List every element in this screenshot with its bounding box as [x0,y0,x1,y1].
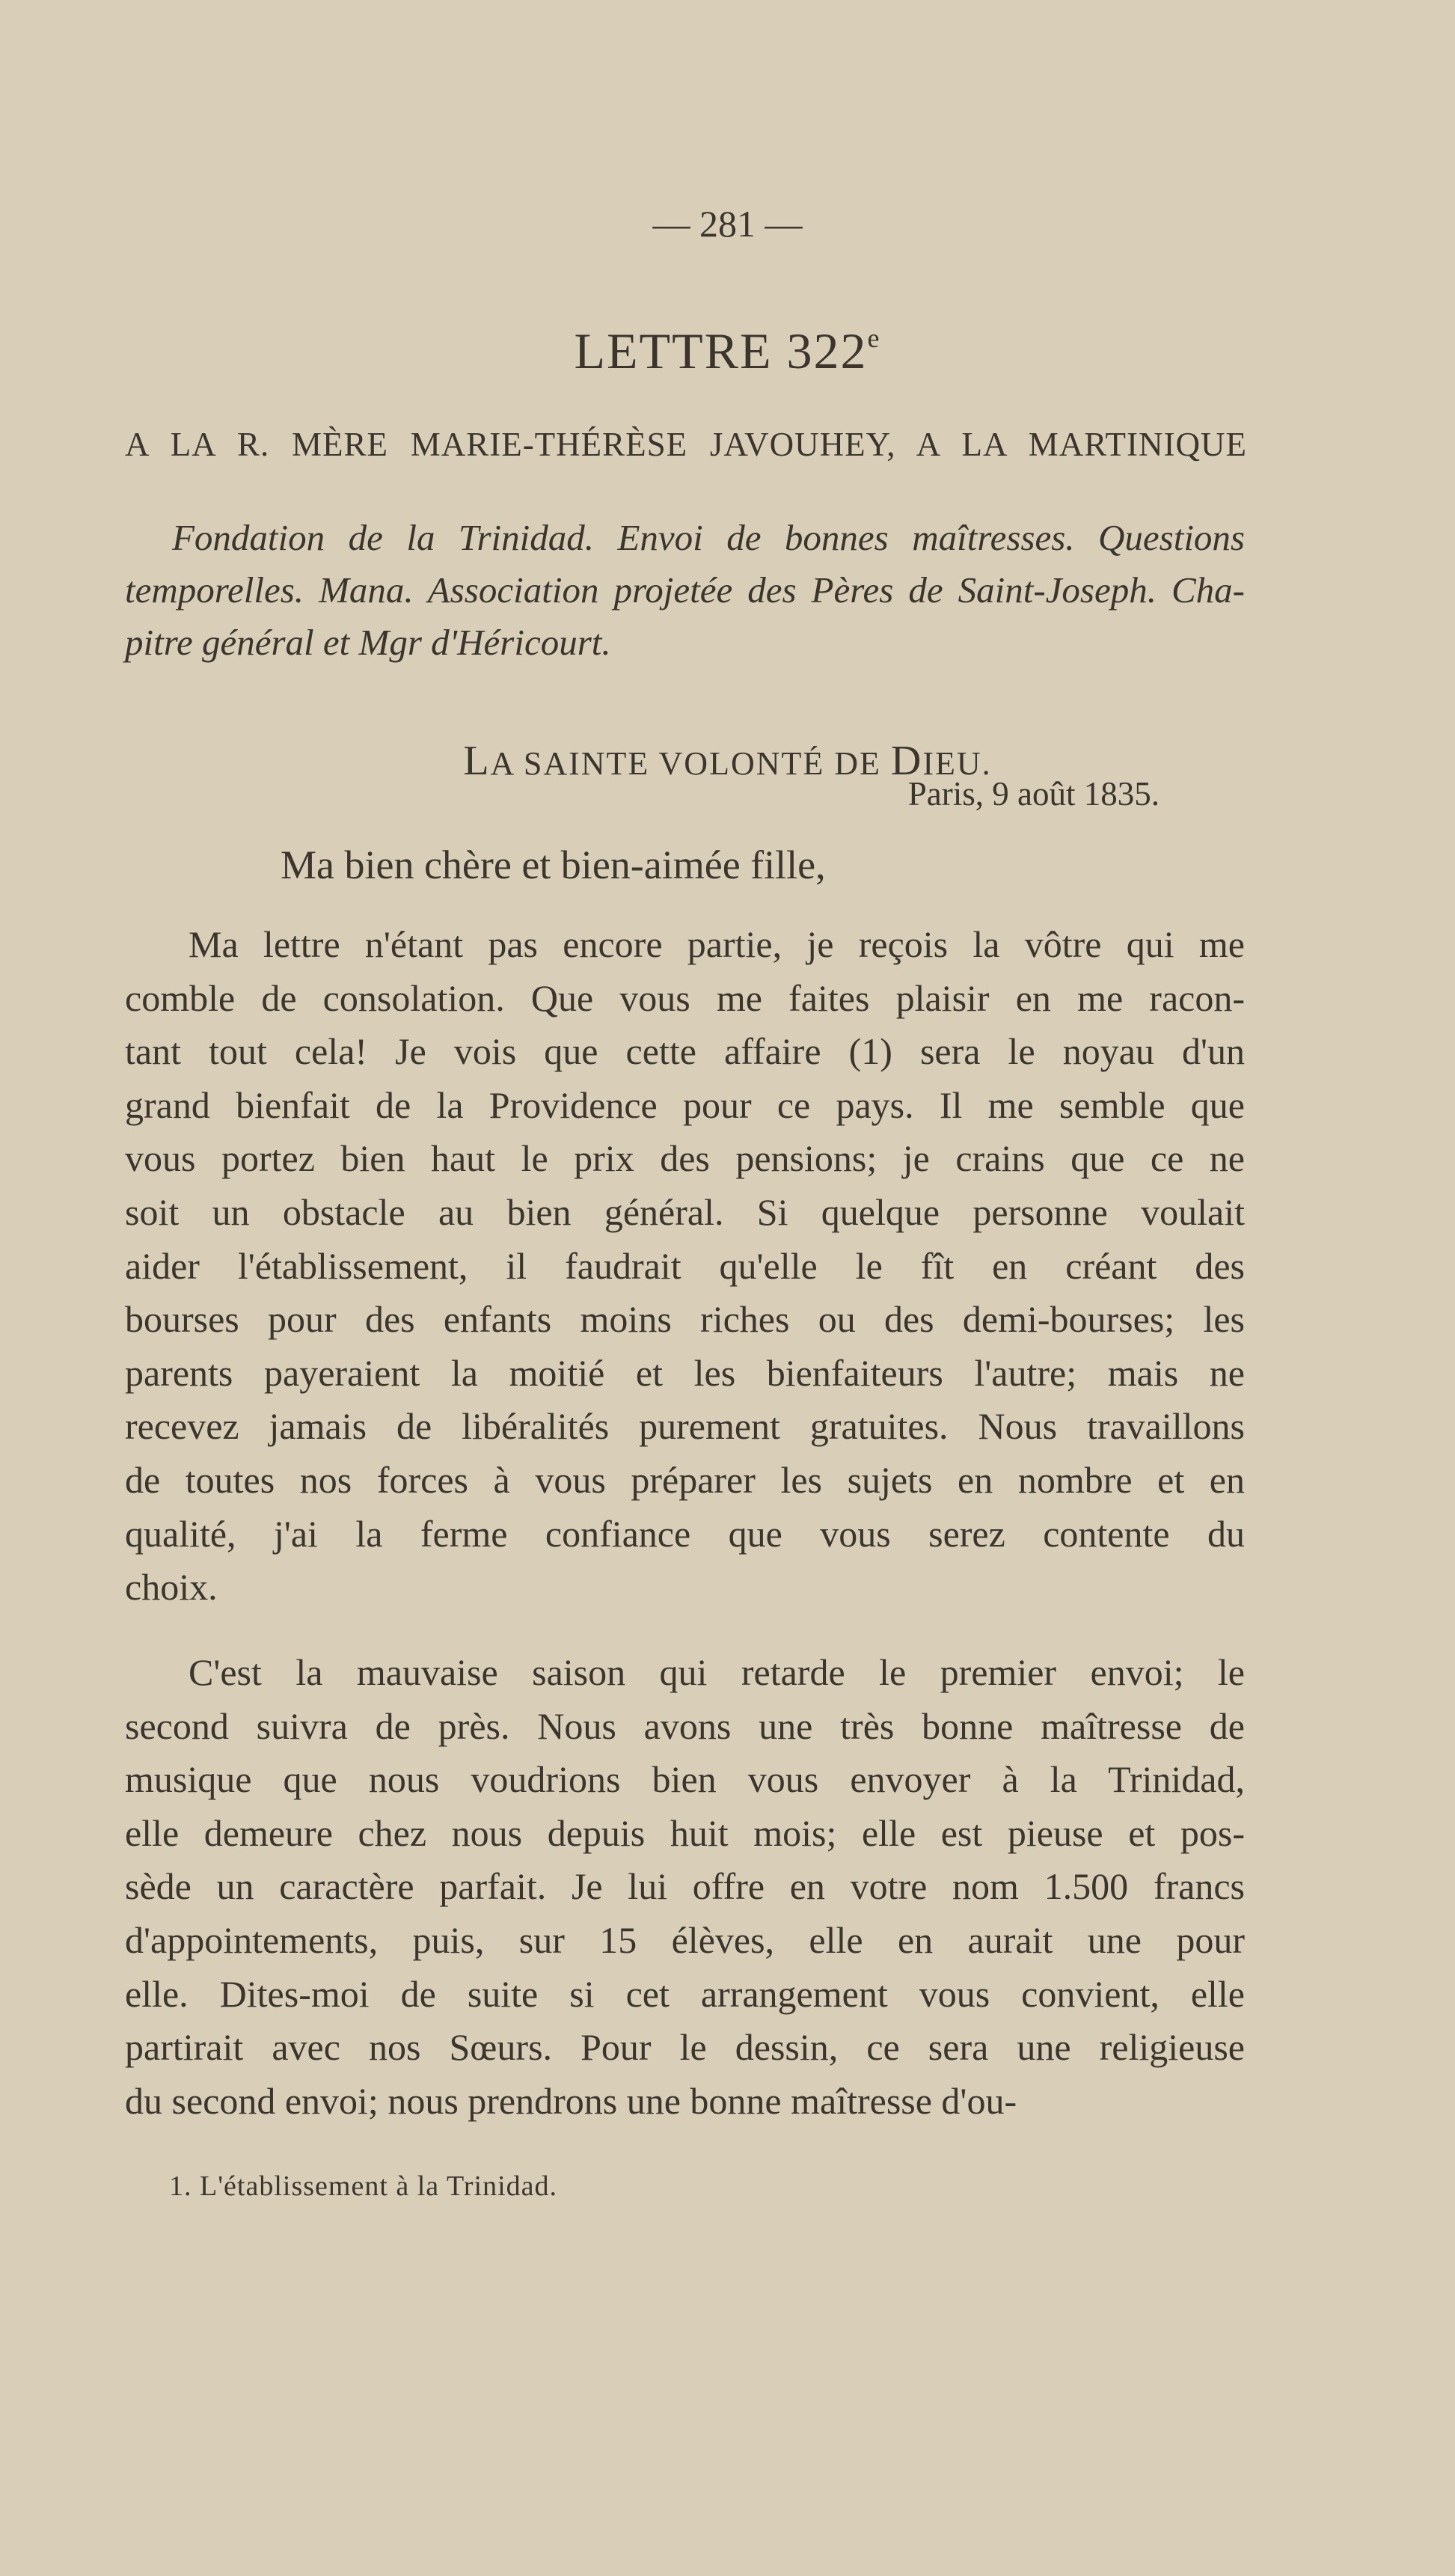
body-line: choix. [125,1566,218,1609]
body-line: elle demeure chez nous depuis huit mois; elle est pieuse et pos- [125,1811,1245,1854]
summary-line: Fondation de la Trinidad. Envoi de bonnes maîtresses. Questions [172,517,1245,558]
letter-title-main: LETTRE 322 [574,322,868,379]
body-line: sède un caractère parfait. Je lui offre en votre nom 1.500 francs [125,1865,1245,1908]
body-line: soit un obstacle au bien général. Si quelque personne voulait [125,1191,1245,1233]
summary-line: pitre général et Mgr d'Héricourt. [125,622,611,663]
motto-initial-2: D [890,738,923,784]
body-line: vous portez bien haut le prix des pensions; je crains que ce ne [125,1137,1245,1180]
body-line: d'appointements, puis, sur 15 élèves, elle en aurait une pour [125,1919,1245,1961]
motto-text-1: A SAINTE VOLONTÉ DE [490,745,891,782]
motto-text-2: IEU. [922,745,992,782]
letter-title [0,322,1455,381]
body-line: de toutes nos forces à vous préparer les sujets en nombre et en [125,1459,1245,1501]
motto-initial-1: L [463,738,491,784]
body-line: du second envoi; nous prendrons une bonne maîtresse d'ou- [125,2079,1017,2122]
body-line: Ma lettre n'étant pas encore partie, je reçois la vôtre qui me [189,923,1245,965]
body-line: parents payeraient la moitié et les bienfaiteurs l'autre; mais ne [125,1351,1245,1394]
body-line: comble de consolation. Que vous me faites plaisir en me racon- [125,976,1245,1019]
letter-date: Paris, 9 août 1835. [907,775,1160,813]
letter-title-superscript: e [867,323,881,353]
body-line: qualité, j'ai la ferme confiance que vous serez contente du [125,1512,1245,1555]
summary-line: temporelles. Mana. Association projetée des Pères de Saint-Joseph. Cha- [125,569,1245,611]
body-line: musique que nous voudrions bien vous envoyer à la Trinidad, [125,1758,1245,1801]
salutation: Ma bien chère et bien-aimée fille, [281,842,826,887]
body-line: tant tout cela! Je vois que cette affaire (1) sera le noyau d'un [125,1030,1245,1073]
body-line: grand bienfait de la Providence pour ce pays. Il me semble que [125,1083,1245,1126]
motto [0,737,1455,785]
body-line: aider l'établissement, il faudrait qu'elle le fît en créant des [125,1244,1245,1287]
footnote: 1. L'établissement à la Trinidad. [169,2170,558,2202]
letter-recipient: A LA R. MÈRE MARIE-THÉRÈSE JAVOUHEY, A LA MARTINIQUE [125,426,1247,463]
body-line: second suivra de près. Nous avons une très bonne maîtresse de [125,1704,1245,1747]
body-line: C'est la mauvaise saison qui retarde le premier envoi; le [189,1651,1245,1693]
body-line: partirait avec nos Sœurs. Pour le dessin, ce sera une religieuse [125,2026,1245,2069]
page-number: — 281 — [652,203,803,245]
body-line: recevez jamais de libéralités purement gratuites. Nous travaillons [125,1405,1245,1448]
body-line: elle. Dites-moi de suite si cet arrangement vous convient, elle [125,1972,1245,2015]
body-line: bourses pour des enfants moins riches ou des demi-bourses; les [125,1298,1245,1341]
